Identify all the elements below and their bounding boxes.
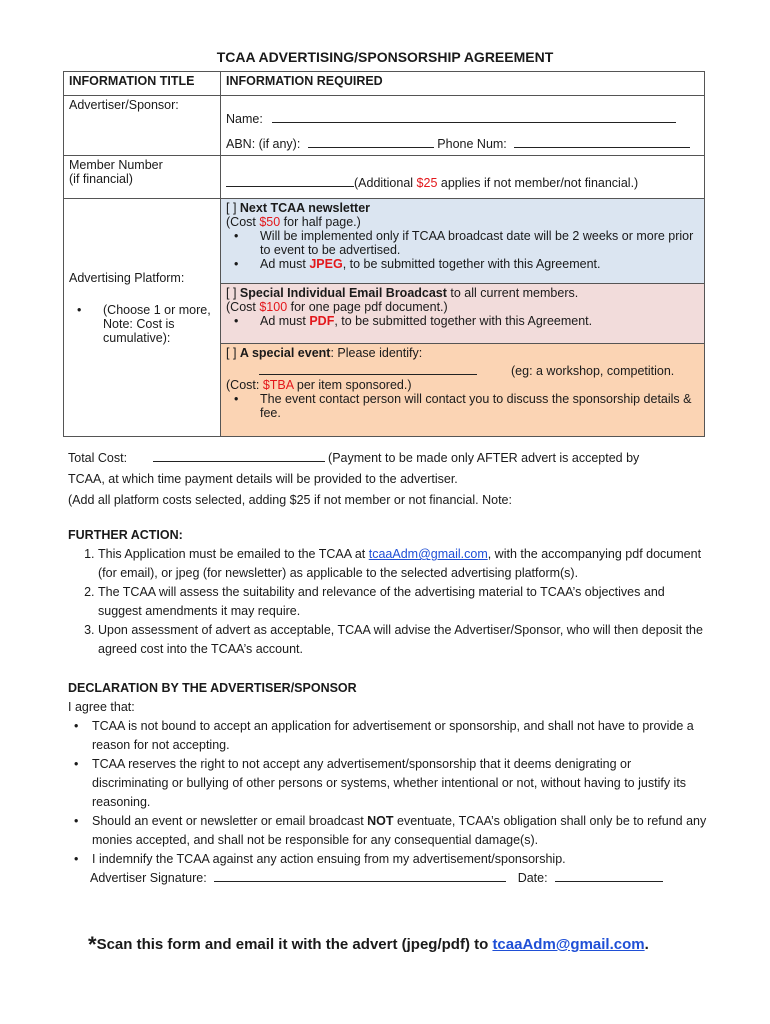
advertiser-label-text: Advertiser/Sponsor:: [69, 98, 179, 112]
email-title-post: to all current members.: [446, 286, 579, 300]
member-number-field[interactable]: [226, 174, 354, 187]
member-note: (Additional $25 applies if not member/not financial.): [354, 176, 639, 190]
phone-label: Phone Num:: [437, 137, 507, 151]
event-cost: (Cost: $TBA per item sponsored.): [226, 378, 412, 392]
email-cost: (Cost $100 for one page pdf document.): [226, 300, 448, 314]
newsletter-option[interactable]: [221, 199, 705, 284]
scan-text: Scan this form and email it with the advert (jpeg/pdf) to: [96, 936, 493, 953]
platform-label: [64, 199, 221, 437]
total-cost-section: [68, 448, 708, 511]
declaration-item-4: • I indemnify the TCAA against any action ensuing from my advertisement/sponsorship.: [92, 850, 708, 869]
signature-row: [68, 869, 708, 888]
email-link[interactable]: tcaaAdm@gmail.com: [368, 547, 488, 561]
total-cost-note: (Payment to be made only AFTER advert is accepted by: [328, 451, 640, 465]
name-label: Name:: [226, 112, 263, 126]
abn-label: ABN: (if any):: [226, 137, 301, 151]
advertiser-fields: [221, 96, 705, 156]
newsletter-cost: (Cost $50 for half page.): [226, 215, 361, 229]
advertiser-label: [64, 96, 221, 156]
total-cost-line3: (Add all platform costs selected, adding $25 if not member or not financial. Note:: [68, 493, 512, 507]
platform-note: • (Choose 1 or more, Note: Cost is cumulative):: [69, 303, 215, 345]
total-cost-line2: TCAA, at which time payment details will be provided to the advertiser.: [68, 472, 458, 486]
total-cost-field[interactable]: [153, 449, 325, 462]
member-label-line2: (if financial): [69, 172, 133, 186]
special-event-option[interactable]: [221, 344, 705, 437]
further-action-section: [68, 526, 708, 659]
page-title: TCAA ADVERTISING/SPONSORSHIP AGREEMENT: [216, 49, 554, 65]
member-fields: [221, 156, 705, 199]
declaration-heading: DECLARATION BY THE ADVERTISER/SPONSOR: [68, 681, 357, 695]
email-bullet: • Ad must PDF, to be submitted together with this Agreement.: [226, 314, 699, 328]
info-table: [63, 71, 705, 437]
email-checkbox[interactable]: [ ]: [226, 286, 237, 300]
further-action-item-1: 1. This Application must be emailed to the TCAA at tcaaAdm@gmail.com, with the accompanying pdf document (for email), or jpeg (for newsletter) as applicable to the selected advertising platform(s).: [98, 545, 708, 583]
newsletter-bullet-1: • Will be implemented only if TCAA broadcast date will be 2 weeks or more prior to event to be advertised.: [226, 229, 699, 257]
date-field[interactable]: [555, 869, 663, 882]
asterisk: *: [88, 932, 97, 957]
signature-label: Advertiser Signature:: [90, 871, 207, 885]
newsletter-checkbox[interactable]: [ ]: [226, 201, 237, 215]
declaration-intro: I agree that:: [68, 700, 135, 714]
col-header-title: INFORMATION TITLE: [64, 72, 221, 96]
event-example: (eg: a workshop, competition.: [511, 364, 675, 378]
newsletter-bullet-2: • Ad must JPEG, to be submitted together with this Agreement.: [226, 257, 699, 271]
email-broadcast-option[interactable]: [221, 284, 705, 344]
declaration-item-2: • TCAA reserves the right to not accept any advertisement/sponsorship that it deems denigrating or discriminating or bullying of other persons or systems, whether intentional or not, without having to justify its reasoning.: [92, 755, 708, 812]
platform-label-text: Advertising Platform:: [69, 271, 185, 285]
declaration-section: [68, 679, 708, 888]
member-label-line1: Member Number: [69, 158, 163, 172]
event-title: A special event: [239, 346, 331, 360]
declaration-item-1: • TCAA is not bound to accept an application for advertisement or sponsorship, and shall not have to provide a reason for not accepting.: [92, 717, 708, 755]
date-label: Date:: [517, 871, 548, 885]
event-checkbox[interactable]: [ ]: [226, 346, 237, 360]
abn-field[interactable]: [308, 135, 434, 148]
scan-email-link[interactable]: tcaaAdm@gmail.com: [492, 936, 645, 953]
scan-end: .: [644, 936, 649, 953]
scan-instruction: [88, 932, 649, 958]
signature-field[interactable]: [214, 869, 506, 882]
phone-field[interactable]: [514, 135, 690, 148]
total-cost-label: Total Cost:: [68, 451, 128, 465]
further-action-heading: FURTHER ACTION:: [68, 528, 183, 542]
member-label: [64, 156, 221, 199]
newsletter-title: Next TCAA newsletter: [239, 201, 371, 215]
email-title: Special Individual Email Broadcast: [239, 286, 447, 300]
col-header-required: INFORMATION REQUIRED: [221, 72, 705, 96]
further-action-item-3: 3. Upon assessment of advert as acceptable, TCAA will advise the Advertiser/Sponsor, who will then deposit the agreed cost into the TCAA’s account.: [98, 621, 708, 659]
event-identify-field[interactable]: [259, 362, 477, 375]
declaration-item-3: • Should an event or newsletter or email broadcast NOT eventuate, TCAA’s obligation shall only be to refund any monies accepted, and shall not be responsible for any consequential damage(s).: [92, 812, 708, 850]
event-bullet: • The event contact person will contact you to discuss the sponsorship details & fee.: [226, 392, 699, 420]
event-title-post: : Please identify:: [330, 346, 423, 360]
further-action-item-2: 2. The TCAA will assess the suitability and relevance of the advertising material to TCAA’s objectives and suggest amendments it may require.: [98, 583, 708, 621]
name-field[interactable]: [272, 110, 676, 123]
